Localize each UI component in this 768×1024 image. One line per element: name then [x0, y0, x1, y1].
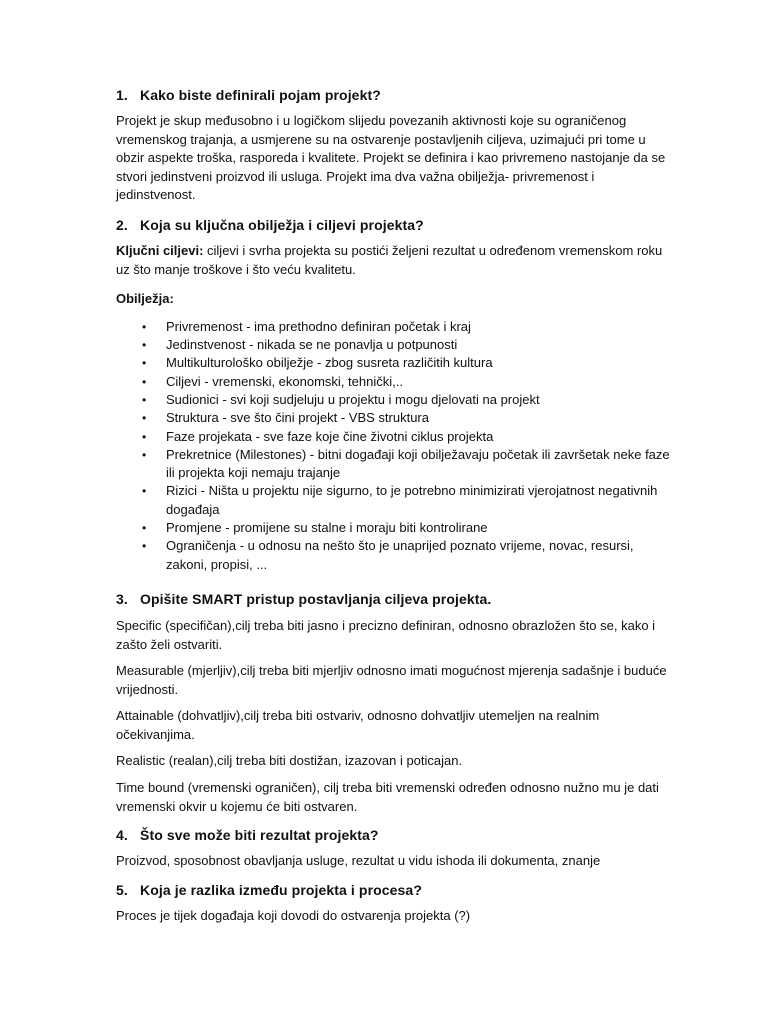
bullet-icon: • — [142, 338, 147, 353]
bullet-icon: • — [142, 356, 147, 371]
key-goals-paragraph — [116, 242, 676, 279]
question-4-heading: 4. Što sve može biti rezultat projekta? — [116, 827, 379, 844]
question-2-heading: 2. Koja su ključna obilježja i ciljevi projekta? — [116, 216, 424, 233]
list-item: • Ograničenja - u odnosu na nešto što je unaprijed poznato vrijeme, novac, resursi, zakoni, propisi, ... — [142, 538, 634, 572]
bullet-icon: • — [142, 484, 147, 499]
question-3-heading: 3. Opišite SMART pristup postavljanja ciljeva projekta. — [116, 590, 492, 607]
bullet-icon: • — [142, 447, 147, 462]
list-item: • Ciljevi - vremenski, ekonomski, tehnički,.. — [116, 373, 676, 391]
bullet-icon: • — [142, 411, 147, 426]
smart-realistic-paragraph: Realistic (realan),cilj treba biti dostižan, izazovan i poticajan. — [116, 753, 463, 769]
list-item: • Prekretnice (Milestones) - bitni događaji koji obilježavaju početak ili završetak neke faze ili projekta koji nemaju trajanje — [142, 446, 670, 481]
bullet-icon: • — [142, 392, 147, 407]
bullet-icon: • — [142, 429, 147, 444]
smart-specific-paragraph: Specific (specifičan),cilj treba biti jasno i precizno definiran, odnosno obrazložen što se, kako i zašto želi ostvariti. — [116, 617, 656, 652]
key-goals-label: Ključni ciljevi: — [116, 242, 204, 258]
bullet-icon: • — [142, 539, 147, 554]
list-item: • Struktura - sve što čini projekt - VBS struktura — [116, 409, 676, 427]
key-goals-text: ciljevi i svrha projekta su postići željeni rezultat u određenom vremenskom roku uz što manje troškove i što veću kvalitetu. — [116, 242, 663, 277]
answer-1-paragraph: Projekt je skup međusobno i u logičkom slijedu povezanih aktivnosti koje su ograničenog vremenskog trajanja, a usmjerene su na ostvarenje postavljenih ciljeva, uzimajući pri tome u obzir aspekte troška, rasporeda i kvalitete. Projekt se definira i kao privremeno nastojanje da se stvori jedinstveni proizvod ili usluga. Projekt ima dva važna obilježja- privremenost i jedinstvenost. — [116, 113, 666, 203]
list-item: • Multikulturološko obilježje - zbog susreta različitih kultura — [116, 354, 676, 372]
features-label: Obilježja: — [116, 291, 174, 307]
question-5-heading: 5. Koja je razlika između projekta i procesa? — [116, 881, 422, 898]
question-1-heading: 1. Kako biste definirali pojam projekt? — [116, 87, 381, 103]
smart-measurable-paragraph: Measurable (mjerljiv),cilj treba biti mjerljiv odnosno imati mogućnost mjerenja sadašnje i buduće vrijednosti. — [116, 663, 667, 697]
document-body — [116, 86, 676, 925]
list-item: • Sudionici - svi koji sudjeluju u projektu i mogu djelovati na projekt — [116, 391, 676, 409]
smart-attainable-paragraph: Attainable (dohvatljiv),cilj treba biti ostvariv, odnosno dohvatljiv utemeljen na realnim očekivanjima. — [116, 708, 600, 742]
list-item: • Promjene - promijene su stalne i moraju biti kontrolirane — [116, 519, 676, 537]
list-item: • Privremenost - ima prethodno definiran početak i kraj — [116, 318, 676, 336]
smart-timebound-paragraph: Time bound (vremenski ograničen), cilj treba biti vremenski određen odnosno nužno mu je dati vremenski okvir u kojemu će biti ostvaren. — [116, 780, 659, 814]
list-item: • Jedinstvenost - nikada se ne ponavlja u potpunosti — [116, 336, 676, 354]
features-list — [116, 318, 676, 574]
answer-5-paragraph: Proces je tijek događaja koji dovodi do ostvarenja projekta (?) — [116, 907, 471, 923]
bullet-icon: • — [142, 319, 147, 334]
answer-4-paragraph: Proizvod, sposobnost obavljanja usluge, rezultat u vidu ishoda ili dokumenta, znanje — [116, 853, 601, 869]
list-item: • Faze projekata - sve faze koje čine životni ciklus projekta — [116, 428, 676, 446]
bullet-icon: • — [142, 521, 147, 536]
bullet-icon: • — [142, 374, 147, 389]
list-item: • Rizici - Ništa u projektu nije sigurno, to je potrebno minimizirati vjerojatnost negativnih događaja — [142, 483, 658, 517]
